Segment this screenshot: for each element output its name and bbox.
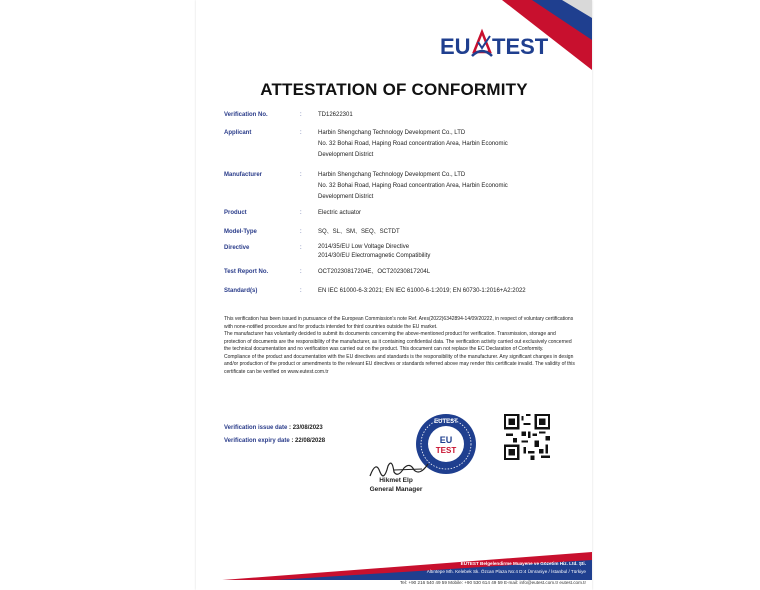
footer-company: EUTEST Belgelendirme Muayene ve Gözetim Hiz. Ltd. Şti. bbox=[460, 561, 586, 566]
manufacturer-line: Harbin Shengchang Technology Development Co., LTD bbox=[318, 172, 466, 178]
eutest-logo bbox=[440, 28, 549, 66]
field-label: Verification No. bbox=[224, 112, 268, 118]
field-value: EN IEC 61000-6-3:2021; EN IEC 61000-6-1:2019; EN 60730-1:2016+A2:2022 bbox=[318, 288, 526, 294]
field-label: Manufacturer bbox=[224, 172, 263, 178]
field-colon: : bbox=[300, 269, 302, 275]
field-colon: : bbox=[300, 112, 302, 118]
field-value bbox=[318, 128, 588, 161]
field-colon: : bbox=[300, 245, 302, 251]
seal-top-text: EUTEST bbox=[434, 419, 458, 425]
expiry-date-value: : 22/08/2028 bbox=[291, 438, 326, 444]
manufacturer-line: No. 32 Bohai Road, Haping Road concentration Area, Harbin Economic bbox=[318, 183, 508, 189]
expiry-date-label: Verification expiry date bbox=[224, 438, 290, 444]
seal-eu-text: EU bbox=[439, 435, 453, 445]
field-value bbox=[318, 243, 588, 261]
field-label: Test Report No. bbox=[224, 269, 269, 275]
directive-line: 2014/30/EU Electromagnetic Compatibility bbox=[318, 253, 431, 259]
footer-contact: Tel: +90 216 540 49 59 Mobile: +90 530 614 49 59 E-mail: info@eutest.com.tr eutest.com.tr bbox=[400, 580, 586, 585]
field-label: Standard(s) bbox=[224, 288, 258, 294]
field-value bbox=[318, 170, 588, 203]
signer-role: General Manager bbox=[369, 486, 423, 493]
logo-text-test: TEST bbox=[492, 34, 549, 59]
verification-dates bbox=[224, 422, 325, 448]
field-label: Applicant bbox=[224, 130, 252, 136]
document-title: ATTESTATION OF CONFORMITY bbox=[260, 80, 528, 99]
field-value: SQ、SL、SM、SEQ、SCTDT bbox=[318, 229, 400, 235]
field-colon: : bbox=[300, 172, 302, 178]
certificate-page bbox=[196, 0, 592, 590]
field-colon: : bbox=[300, 288, 302, 294]
field-value: TD12622301 bbox=[318, 112, 353, 118]
field-label: Directive bbox=[224, 245, 250, 251]
applicant-line: Harbin Shengchang Technology Development Co., LTD bbox=[318, 130, 466, 136]
legal-paragraphs bbox=[224, 316, 576, 376]
directive-line: 2014/35/EU Low Voltage Directive bbox=[318, 244, 410, 250]
field-colon: : bbox=[300, 229, 302, 235]
issue-date-value: : 23/08/2023 bbox=[289, 425, 323, 431]
signer-name: Hikmet Elp bbox=[379, 477, 413, 484]
paragraph: This verification has been issued in pursuance of the European Commission's note Ref. Ares(2022)6342894-14/09/20222, in respect of voluntary certifications with none-notified procedure and for products intended for third countries outside the EU market. bbox=[224, 316, 574, 330]
footer-address: Altıntepe Mh. Kelebek Sk. Özcan Plaza No:4 D:4 Ümraniye / İstanbul / Türkiye bbox=[426, 569, 586, 574]
issue-date-label: Verification issue date bbox=[224, 425, 288, 431]
logo-text-eu: EU bbox=[440, 34, 471, 59]
field-label: Product bbox=[224, 210, 247, 216]
signer-block bbox=[346, 476, 446, 494]
manufacturer-line: Development District bbox=[318, 194, 374, 200]
field-colon: : bbox=[300, 210, 302, 216]
paragraph: The manufacturer has voluntarily decided to submit its documents concerning the above-mentioned product for verification. Transmission, storage and protection of documents are the responsibility of the manufacturer, as it containing confidential data. The verification activity carried out exclusively concerned the technical documentation and no verification was carried out on the product. This document can not replace the EC Declaration of Conformity. bbox=[224, 331, 572, 352]
applicant-line: Development District bbox=[318, 152, 374, 158]
field-value: Electric actuator bbox=[318, 210, 362, 216]
field-value: OCT20230817204E、OCT20230817204L bbox=[318, 269, 431, 275]
applicant-line: No. 32 Bohai Road, Haping Road concentration Area, Harbin Economic bbox=[318, 141, 508, 147]
logo-emblem-icon bbox=[470, 28, 494, 62]
seal-test-text: TEST bbox=[435, 446, 457, 455]
field-colon: : bbox=[300, 130, 302, 136]
expiry-date-row bbox=[224, 435, 325, 448]
field-label: Model-Type bbox=[224, 229, 257, 235]
paragraph: Compliance of the product and documentation with the EU directives and standards is the responsibility of the manufacturer. Any significant changes in design and/or production of the product or amendments to the relevant EU directives or standards referred above may render this certificate invalid. The validity of this certificate can be verified on www.eutest.com.tr bbox=[224, 353, 575, 375]
qr-code-icon bbox=[504, 414, 550, 460]
issue-date-row bbox=[224, 422, 325, 435]
